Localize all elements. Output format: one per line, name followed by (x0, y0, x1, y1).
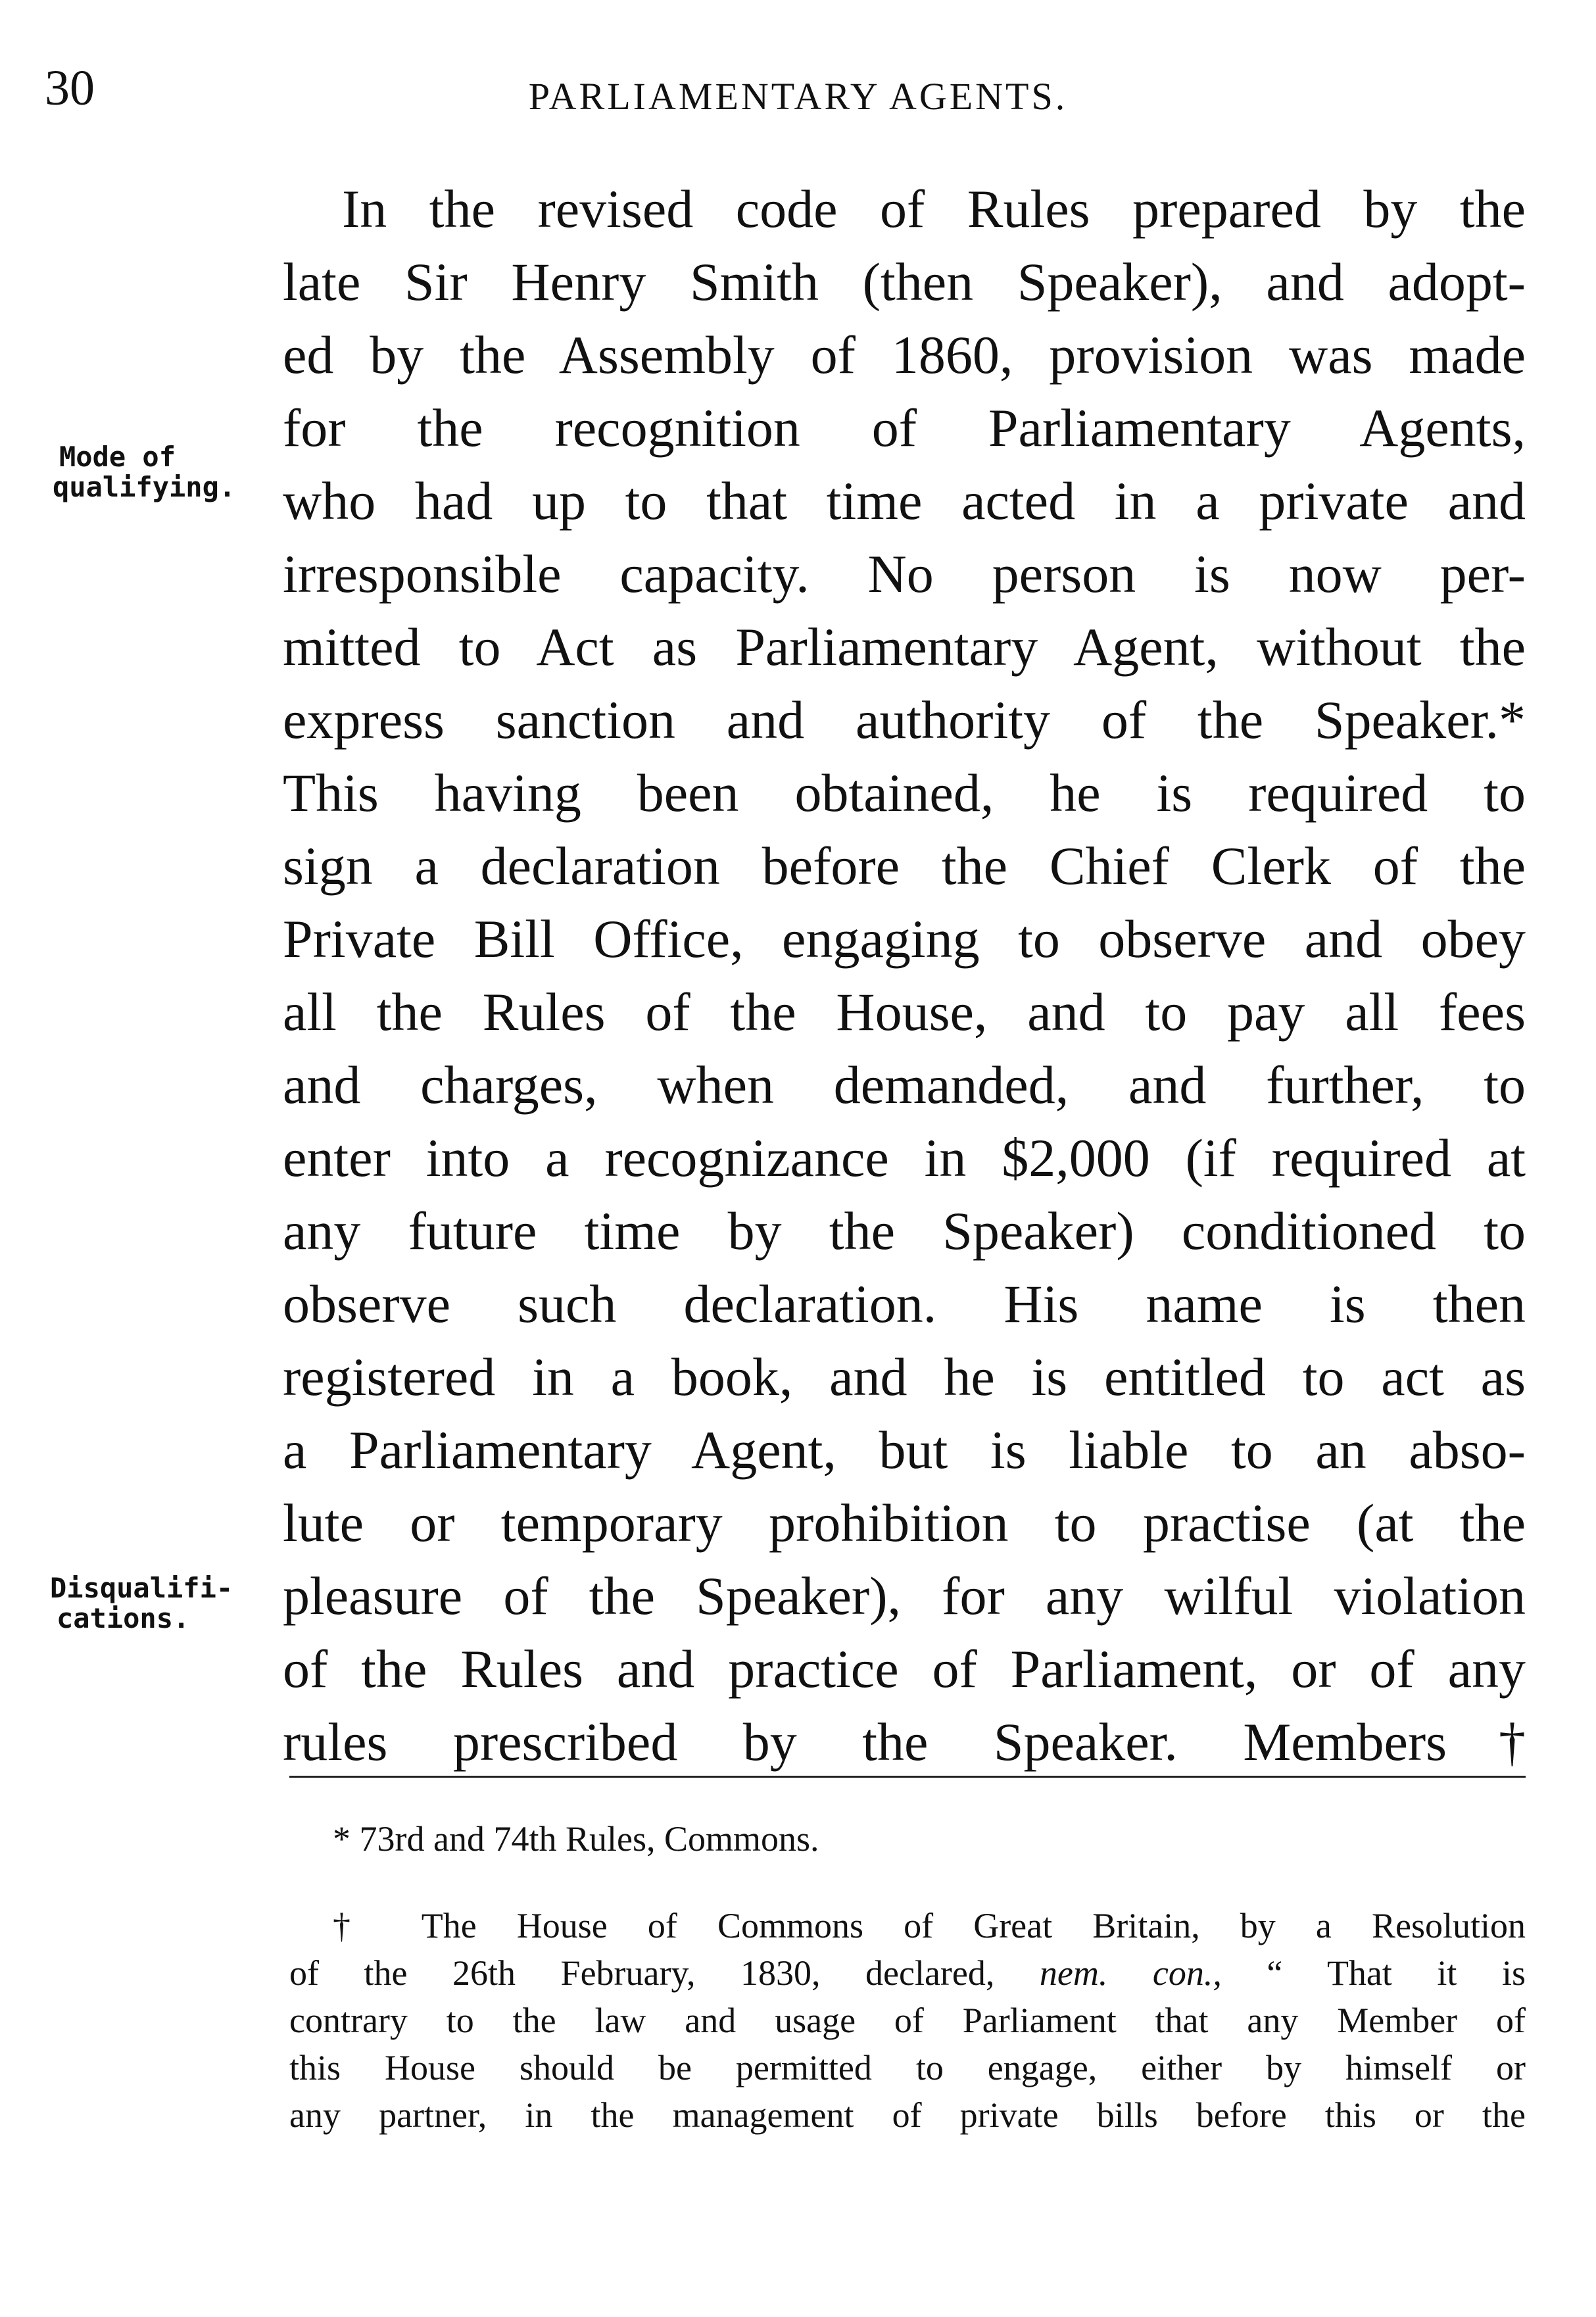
footnote-line: contrary to the law and usage of Parliament that any Member of (289, 2001, 1526, 2040)
footnote-rule (289, 1776, 1526, 1778)
margin-note-line: cations. (57, 1602, 190, 1634)
margin-note-mode-of-qualifying (53, 441, 236, 503)
body-line: any future time by the Speaker) conditioned to (283, 1201, 1526, 1261)
footnote-text: “ That it is (1267, 1953, 1526, 1993)
footnote-text: of the 26th February, 1830, declared, (289, 1953, 995, 1993)
body-line: rules prescribed by the Speaker. Members† (283, 1712, 1526, 1772)
margin-note-line: qualifying. (53, 471, 236, 503)
body-line: mitted to Act as Parliamentary Agent, without the (283, 617, 1526, 677)
body-line: for the recognition of Parliamentary Agents, (283, 398, 1526, 458)
body-line: who had up to that time acted in a private and (283, 471, 1526, 531)
body-line: sign a declaration before the Chief Clerk of the (283, 836, 1526, 896)
body-line: pleasure of the Speaker), for any wilful violation (283, 1566, 1526, 1626)
footnote-1: * 73rd and 74th Rules, Commons. (333, 1819, 819, 1859)
running-title: PARLIAMENTARY AGENTS. (528, 75, 1068, 118)
body-line: enter into a recognizance in $2,000 (if required at (283, 1128, 1526, 1188)
margin-note-line: Mode of (59, 441, 176, 473)
body-line: of the Rules and practice of Parliament, or of any (283, 1639, 1526, 1699)
body-line: In the revised code of Rules prepared by the (342, 179, 1526, 239)
body-line: and charges, when demanded, and further, to (283, 1055, 1526, 1115)
footnote-line: this House should be permitted to engage, either by himself or (289, 2048, 1526, 2087)
body-text (283, 172, 1526, 1778)
body-line: registered in a book, and he is entitled to act as (283, 1347, 1526, 1407)
page-number: 30 (45, 61, 95, 116)
footnote-line (289, 1949, 1526, 1997)
footnote-italic: nem. con., (1039, 1953, 1222, 1993)
margin-note-line: Disqualifi- (50, 1572, 233, 1604)
footnote-2 (289, 1902, 1526, 2139)
margin-note-disqualifications (50, 1573, 233, 1634)
body-line: lute or temporary prohibition to practise (at the (283, 1493, 1526, 1553)
footnote-line: † The House of Commons of Great Britain, by a Resolution (333, 1906, 1526, 1945)
body-line: irresponsible capacity. No person is now per- (283, 544, 1526, 604)
footnotes (289, 1805, 1526, 2139)
body-line: ed by the Assembly of 1860, provision was made (283, 325, 1526, 385)
body-line: late Sir Henry Smith (then Speaker), and adopt- (283, 252, 1526, 312)
body-line: all the Rules of the House, and to pay all fees (283, 982, 1526, 1042)
body-line: a Parliamentary Agent, but is liable to an abso- (283, 1420, 1526, 1480)
body-line: observe such declaration. His name is then (283, 1274, 1526, 1334)
body-line: This having been obtained, he is required to (283, 763, 1526, 823)
footnote-line: any partner, in the management of private bills before this or the (289, 2095, 1526, 2135)
body-line: Private Bill Office, engaging to observe and obey (283, 909, 1526, 969)
body-line: express sanction and authority of the Speaker.* (283, 690, 1526, 750)
